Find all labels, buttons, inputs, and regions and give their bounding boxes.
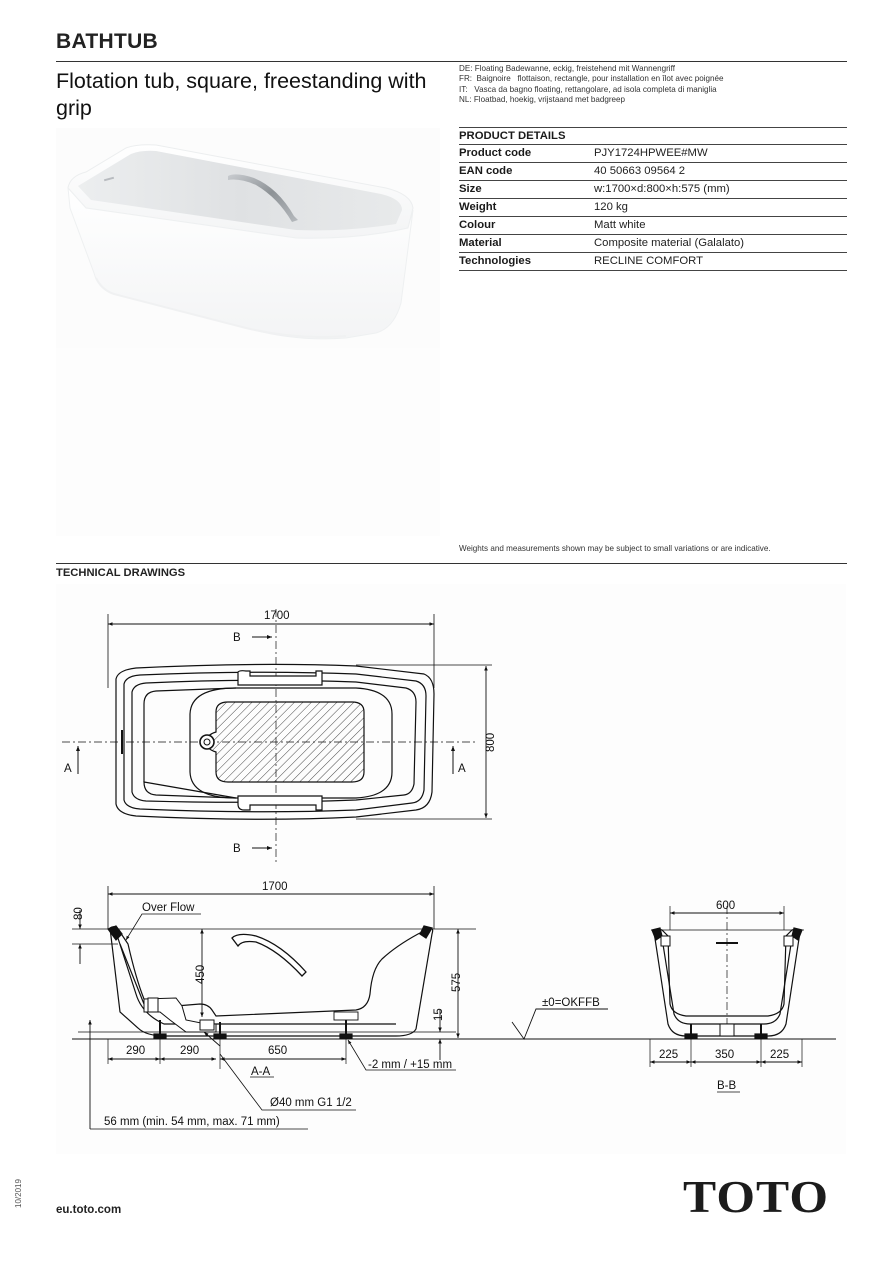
row-value: 120 kg — [594, 201, 628, 213]
section-b-marker-top: B — [233, 632, 241, 644]
row-value: Matt white — [594, 219, 646, 231]
section-a-marker-right: A — [458, 763, 466, 775]
product-details-table — [459, 127, 847, 271]
website-link[interactable]: eu.toto.com — [56, 1204, 122, 1216]
rim-height-label: 80 — [73, 907, 85, 920]
inner-depth-label: 450 — [195, 964, 207, 984]
product-subtitle: Flotation tub, square, freestanding with grip — [56, 69, 427, 120]
overflow-label: Over Flow — [142, 902, 195, 914]
technical-drawing-canvas — [56, 584, 846, 1154]
inner-width-label: 600 — [716, 900, 736, 912]
section-a-marker-left: A — [64, 763, 72, 775]
drain-spec-label: Ø40 mm G1 1/2 — [270, 1097, 352, 1109]
table-row — [459, 163, 847, 181]
side-view — [72, 886, 836, 1129]
section-a-a-label: A-A — [251, 1066, 271, 1078]
dim-225-left: 225 — [659, 1049, 679, 1061]
floor-reference-label: ±0=OKFFB — [542, 997, 600, 1009]
bathtub-photo-icon — [56, 128, 440, 348]
table-row — [459, 145, 847, 163]
row-label: Material — [459, 237, 502, 249]
row-label: Product code — [459, 147, 532, 159]
row-value: w:1700×d:800×h:575 (mm) — [594, 183, 730, 195]
disclaimer: Weights and measurements shown may be subject to small variations or are indicative. — [459, 544, 771, 553]
document-date: 10/2019 — [14, 1179, 23, 1208]
top-depth-label: 800 — [485, 732, 497, 752]
row-label: Colour — [459, 219, 496, 231]
row-value: PJY1724HPWEE#MW — [594, 147, 708, 159]
technical-drawings-title: TECHNICAL DRAWINGS — [56, 567, 186, 579]
section-divider — [56, 563, 847, 564]
translation-fr: FR: Baignoire flottaison, rectangle, pour installation en îlot avec poignée — [459, 74, 724, 84]
floor-clearance-label: 56 mm (min. 54 mm, max. 71 mm) — [104, 1116, 280, 1128]
translation-de: DE: Floating Badewanne, eckig, freistehend mit Wannengriff — [459, 64, 675, 73]
table-row — [459, 199, 847, 217]
dim-290-a: 290 — [126, 1045, 146, 1057]
section-b-marker-bottom: B — [233, 843, 241, 855]
top-width-label: 1700 — [264, 610, 290, 622]
translations — [459, 64, 724, 106]
header-divider — [56, 61, 847, 62]
foot-adjust-label: 15 — [433, 1008, 445, 1021]
end-view — [650, 906, 804, 1092]
details-title: PRODUCT DETAILS — [459, 128, 847, 145]
dim-225-right: 225 — [770, 1049, 790, 1061]
table-row — [459, 253, 847, 271]
table-row — [459, 217, 847, 235]
page-title: BATHTUB — [56, 30, 159, 53]
image-panel-background — [56, 348, 440, 536]
table-row — [459, 235, 847, 253]
row-label: Size — [459, 183, 482, 195]
total-height-label: 575 — [451, 972, 463, 992]
side-width-label: 1700 — [262, 881, 288, 893]
product-image — [56, 128, 440, 348]
row-value: Composite material (Galalato) — [594, 237, 745, 249]
section-b-b-label: B-B — [717, 1080, 737, 1092]
toto-logo: TOTO — [683, 1171, 830, 1222]
row-label: Technologies — [459, 255, 531, 267]
foot-range-label: -2 mm / +15 mm — [368, 1059, 453, 1071]
translation-it: IT: Vasca da bagno floating, rettangolare, ad isola completa di maniglia — [459, 84, 717, 94]
top-view — [62, 609, 492, 864]
technical-drawings — [56, 584, 846, 1154]
table-row — [459, 181, 847, 199]
dim-650: 650 — [268, 1045, 288, 1057]
dim-290-b: 290 — [180, 1045, 200, 1057]
row-value: RECLINE COMFORT — [594, 255, 704, 267]
row-label: Weight — [459, 201, 497, 213]
translation-nl: NL: Floatbad, hoekig, vrijstaand met badgreep — [459, 95, 626, 105]
row-label: EAN code — [459, 165, 513, 177]
dim-350: 350 — [715, 1049, 735, 1061]
row-value: 40 50663 09564 2 — [594, 165, 686, 177]
